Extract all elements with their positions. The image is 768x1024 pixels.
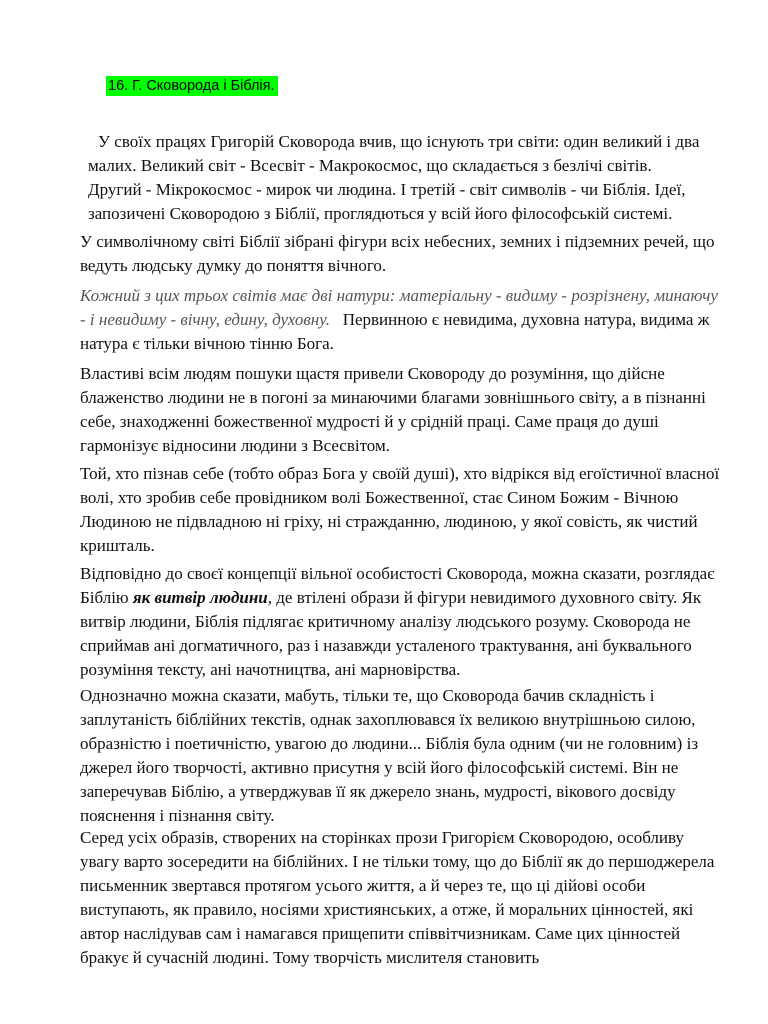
paragraph-symbolic-world: У символічному світі Біблії зібрані фігури всіх небесних, земних і підземних речей, що ведуть людську думку до поняття вічного.	[80, 232, 715, 275]
paragraph-free-personality-a: Відповідно до своєї концепції вільної особистості Сковорода, можна сказати, розглядає Біблію	[80, 564, 715, 607]
italic-quote: Кожний з цих трьох світів має дві натури: матеріальну - видиму - розрізнену, минаючу - і невидиму - вічну, едину, духовну.	[80, 286, 718, 329]
paragraph-free-personality-b: , де втілені образи й фігури невидимого духовного світу. Як витвір людини, Біблія підлягає критичному аналізу людського розуму. Сковорода не сприймав ані догматичного, раз і назавжди усталеного трактування, ані буквального розуміння тексту, ані начотництва, ані марновірства.	[80, 588, 702, 679]
paragraph-happiness: Властиві всім людям пошуки щастя привели Сковороду до розуміння, що дійсне блаженство людини не в погоні за минаючими благами зовнішнього світу, а в пізнанні себе, знаходженні божественної мудрості й у срідній праці. Саме праця до душі гармонізує відносини людини з Всесвітом.	[80, 364, 706, 455]
paragraph-free-personality	[80, 562, 720, 682]
paragraph-three-worlds	[88, 130, 703, 226]
paragraph-two-natures-rest: Первинною є невидима, духовна натура, видима ж натура є тільки вічною тінню Бога.	[80, 310, 710, 353]
paragraph-biblical-images: Серед усіх образів, створених на сторінках прози Григорієм Сковородою, особливу увагу варто зосередити на біблійних. І не тільки тому, що до Біблії як до першоджерела письменник звертався протягом усього життя, а й через те, що ці дійові особи виступають, як правило, носіями християнських, а отже, й моральних цінностей, які автор наслідував сам і намагався прищепити співвітчизникам. Саме цих цінностей бракує й сучасній людині. Тому творчість мислителя становить	[80, 828, 715, 967]
paragraph-three-worlds-text: У своїх працях Григорій Сковорода вчив, що існують три світи: один великий і два малих. Великий світ - Всесвіт - Макрокосмос, що складається з безлічі світів. Другий - Мікрокосмос - мирок чи людина. І третій - світ символів - чи Біблія. Ідеї, запозичені Сковородою з Біблії, проглядються у всій його філософській системі.	[88, 132, 700, 223]
paragraph-know-thyself: Той, хто пізнав себе (тобто образ Бога у своїй душі), хто відрікся від егоїстичної власної волі, хто зробив себе провідником волі Божественної, стає Сином Божим - Вічною Людиною не підвладною ні гріху, ні стражданню, людиною, у якої совість, як чистий кришталь.	[80, 464, 720, 555]
paragraph-two-natures	[80, 284, 720, 356]
paragraph-complexity: Однозначно можна сказати, мабуть, тільки те, що Сковорода бачив складність і заплутаність біблійних текстів, однак захоплювався їх великою внутрішньою силою, образністю і поетичністю, увагою до людини... Біблія була одним (чи не головним) із джерел його творчості, активно присутня у всій його філософській системі. Він не заперечував Біблію, а утверджував її як джерело знань, мудрості, вікового досвіду пояснення і пізнання світу.	[80, 686, 699, 825]
emphasized-phrase: як витвір людини	[132, 588, 268, 607]
section-heading: 16. Г. Сковорода і Біблія.	[106, 76, 278, 96]
